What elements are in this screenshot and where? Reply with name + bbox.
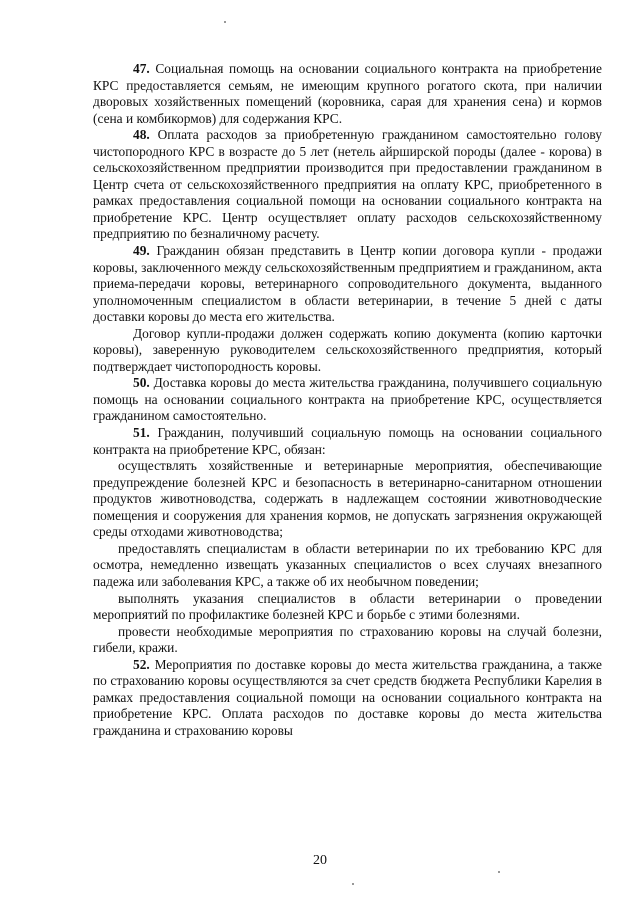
paragraph-number: 52. (133, 656, 150, 672)
paragraph-49-contract-note (93, 326, 602, 376)
paragraph-text: осуществлять хозяйственные и ветеринарные мероприятия, обеспечивающие предупреждение болезней КРС и безопасность в ветеринарно-санитарном отношении продуктов животноводства, содержать в надлежащем состоянии животноводческие помещения и сооружения для хранения кормов, не допускать загрязнения окружающей среды отходами животноводства; (93, 458, 602, 540)
scan-speck (498, 871, 500, 873)
paragraph-number: 50. (133, 375, 150, 391)
scan-speck (352, 883, 354, 885)
paragraph-text: выполнять указания специалистов в области ветеринарии о проведении мероприятий по профилактике болезней КРС и борьбе с этими болезнями. (93, 590, 602, 623)
paragraph-47 (93, 61, 602, 127)
paragraph-50 (93, 375, 602, 425)
paragraph-number: 49. (133, 243, 150, 259)
paragraph-51-duty-3 (93, 591, 602, 624)
document-body (93, 61, 602, 739)
scan-speck (224, 21, 226, 23)
paragraph-text: Договор купли-продажи должен содержать копию документа (копию карточки коровы), заверенную руководителем сельскохозяйственного предприятия, который подтверждает чистопородность коровы. (93, 325, 602, 374)
paragraph-number: 48. (133, 127, 150, 143)
paragraph-51-duty-2 (93, 541, 602, 591)
page-number: 20 (313, 853, 327, 868)
paragraph-text: Социальная помощь на основании социального контракта на приобретение КРС предоставляется семьям, не имеющим крупного рогатого скота, при наличии дворовых хозяйственных помещений (коровника, сарая для хранения сена) и кормов (сена и комбикормов) для содержания КРС. (93, 61, 602, 126)
paragraph-49 (93, 243, 602, 326)
paragraph-text: провести необходимые мероприятия по страхованию коровы на случай болезни, гибели, кражи. (93, 623, 602, 656)
paragraph-text: Доставка коровы до места жительства гражданина, получившего социальную помощь на основании социального контракта на приобретение КРС, осуществляется гражданином самостоятельно. (93, 375, 602, 424)
paragraph-text: Гражданин обязан представить в Центр копии договора купли - продажи коровы, заключенного между сельскохозяйственным предприятием и гражданином, акта приема-передачи коровы, ветеринарного сопроводительного документа, выданного уполномоченным специалистом в области ветеринарии, в течение 5 дней с даты доставки коровы до места его жительства. (93, 243, 602, 325)
paragraph-51-duty-4 (93, 624, 602, 657)
paragraph-text: Гражданин, получивший социальную помощь на основании социального контракта на приобретение КРС, обязан: (93, 425, 602, 457)
paragraph-text: Мероприятия по доставке коровы до места жительства гражданина, а также по страхованию коровы осуществляются за счет средств бюджета Республики Карелия в рамках предоставления социальной помощи на основании социального контракта на приобретение КРС. Оплата расходов по доставке коровы до места жительства гражданина и страхованию коровы (93, 656, 602, 738)
paragraph-number: 47. (133, 61, 150, 76)
paragraph-52 (93, 657, 602, 740)
paragraph-text: Оплата расходов за приобретенную гражданином самостоятельно голову чистопородного КРС в возрасте до 5 лет (нетель айрширской породы (далее - корова) в сельскохозяйственном предприятии производится при предоставлении гражданином в Центр счета от сельскохозяйственного предприятия на оплату КРС, приобретенного в рамках предоставления социальной помощи на основании социального контракта на приобретение КРС. Центр осуществляет оплату расходов сельскохозяйственному предприятию по безналичному расчету. (93, 127, 602, 242)
paragraph-51 (93, 425, 602, 458)
paragraph-text: предоставлять специалистам в области ветеринарии по их требованию КРС для осмотра, немедленно извещать указанных специалистов о всех случаях внезапного падежа или заболевания КРС, а также об их необычном поведении; (93, 540, 602, 589)
paragraph-48 (93, 127, 602, 243)
paragraph-51-duty-1 (93, 458, 602, 541)
paragraph-number: 51. (133, 425, 150, 441)
